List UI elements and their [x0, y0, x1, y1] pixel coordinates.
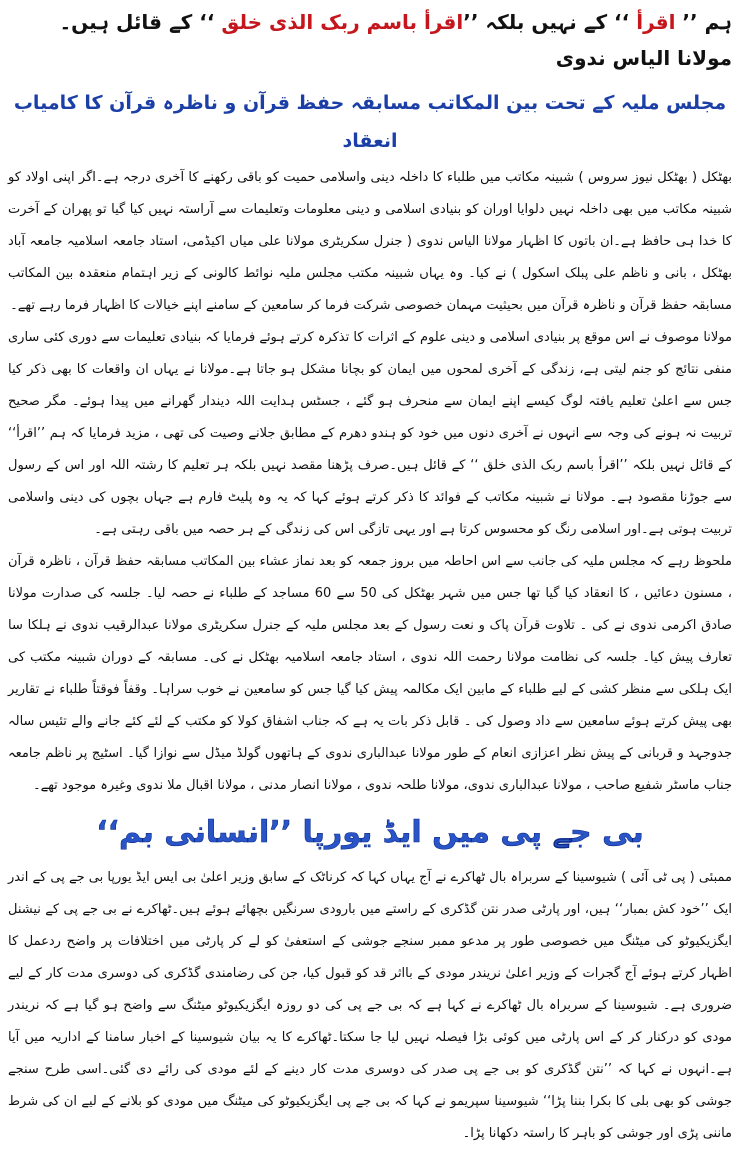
second-article-headline: بی جے پی میں ایڈ یورپا ’’انسانی بم‘‘ [96, 815, 644, 850]
top-quote-headline [8, 4, 732, 76]
headline-text: ہم ’’ [675, 10, 732, 34]
headline-text: ‘‘ کے نہیں بلکہ ’’ [463, 10, 637, 34]
second-article-body [8, 862, 732, 1150]
headline-quote-iqra: اقرأ [636, 10, 676, 34]
article-paragraph: بھٹکل ( بھٹکل نیوز سروس ) شبینہ مکاتب میں طلباء کا داخلہ دینی واسلامی حمیت کو باقی رکھنے کا آخری درجہ ہے۔اگر اپنی اولاد کو شبینہ مکاتب میں بھی داخلہ نہیں دلوایا اوران کو بنیادی اسلامی و دینی معلومات وتعلیمات سے آراستہ نہیں کیا گیا تو پھران کے آخرت کا خدا ہی حافظ ہے۔ان باتوں کا اظہار مولانا الیاس ندوی ( جنرل سکریٹری مولانا علی میاں اکیڈمی، استاد جامعہ اسلامیہ جامعہ آباد بھٹکل ، بانی و ناظم علی پبلک اسکول ) نے کیا۔ وہ یہاں شبینہ مکتب مجلس ملیہ نوائط کالونی کے زیر اہتمام منعقدہ بین المکاتب مسابقہ حفظ قرآن و ناظرہ قرآن میں بحیثیت مہمان خصوصی شرکت فرما کر سامعین کے سامنے اپنے خیالات کا اظہار فرما رہے تھے۔ [8, 170, 732, 313]
article-paragraph: ممبئی ( پی ٹی آئی ) شیوسینا کے سربراہ بال ٹھاکرے نے آج یہاں کہا کہ کرناٹک کے سابق وزیر اعلیٰ بی ایس ایڈ یورپا بی جے پی کے اندر ایک ’’خود کش بمبار‘‘ ہیں، اور پارٹی صدر نتن گڈکری کے راستے میں بارودی سرنگیں بچھائے ہوئے ہیں۔ٹھاکرے نے بی جے پی کے نیشنل ایگزیکیوٹو کی میٹنگ میں خصوصی طور پر مدعو ممبر سنجے جوشی کے استعفیٰ کو لے کر پارٹی میں اختلافات پر واضح ردعمل کا اظہار کرتے ہوئے آج گجرات کے وزیر اعلیٰ نریندر مودی کے بااثر قد کو قبول کیا، جن کی رضامندی گڈکری کی دوسری مدت کار کے لیے ضروری ہے۔ شیوسینا کے سربراہ بال ٹھاکرے نے کہا ہے کہ بی جے پی کی دو روزہ ایگزیکیوٹو میٹنگ سے واضح ہو گیا ہے کہ نریندر مودی کو درکنار کر کے اس پارٹی میں کوئی بڑا فیصلہ نہیں لیا جا سکتا۔ٹھاکرے کا یہ بیان شیوسینا کے اخبار سامنا کے اداریہ میں آیا ہے۔انہوں نے کہا کہ ’’نتن گڈکری کو بی جے پی صدر کی دوسری مدت کار دینے کے لئے مودی کی رائے دی گئی۔اسی طرح سنجے جوشی کو بھی بلی کا بکرا بننا پڑا‘‘ شیوسینا سپریمو نے کہا کہ بی جے پی ایگزیکیوٹو کی میٹنگ میں مودی کو بلانے کے لیے ان کی شرط ماننی پڑی اور جوشی کو باہر کا راستہ دکھانا پڑا۔ [8, 870, 732, 1141]
headline-attribution: ‘‘ کے قائل ہیں۔مولانا الیاس ندوی [59, 10, 732, 70]
article-headline: مجلس ملیہ کے تحت بین المکاتب مسابقہ حفظ قرآن و ناظرہ قرآن کا کامیاب انعقاد [13, 92, 727, 152]
article-body [8, 162, 732, 802]
article-paragraph: ملحوظ رہے کہ مجلس ملیہ کی جانب سے اس احاطہ میں بروز جمعہ کو بعد نماز عشاء بین المکاتب مسابقہ حفظ قرآن ، ناظرہ قرآن ، مسنون دعائیں ، کا انعقاد کیا گیا تھا جس میں شہر بھٹکل کی 50 سے 60 مساجد کے طلباء نے حصہ لیا۔ جلسہ کی صدارت مولانا صادق اکرمی ندوی نے کی ۔ تلاوت قرآن پاک و نعت رسول کے بعد مجلس ملیہ کے جنرل سکریٹری مولانا عبدالرقیب ندوی نے ہلکا سا تعارف پیش کیا۔ جلسہ کی نظامت مولانا رحمت اللہ ندوی ، استاد جامعہ اسلامیہ بھٹکل نے کی۔ مسابقہ کے دوران شبینہ مکتب کی ایک ہلکی سے منظر کشی کے لیے طلباء کے مابین ایک مکالمہ پیش کیا گیا جس کو سامعین نے خوب سراہا۔ وقفاً فوقتاً طلباء نے تقاریر بھی پیش کرتے ہوئے سامعین سے داد وصول کی ۔ قابل ذکر بات یہ ہے کہ جناب اشفاق کولا کو مکتب کے لئے کئے جانے والے تئیس سالہ جدوجہد و قربانی کے پیش نظر اعزازی انعام کے طور مولانا عبدالباری ندوی کے ہاتھوں گولڈ میڈل سے نوازا گیا۔ اسٹیج پر ناظم جامعہ جناب ماسٹر شفیع صاحب ، مولانا عبدالباری ندوی، مولانا طلحہ ندوی ، مولانا انصار مدنی ، مولانا اقبال ملا ندوی وغیرہ موجود تھے۔ [8, 554, 732, 793]
headline-quote-verse: اقرأ باسم ربک الذی خلق [221, 10, 464, 34]
article-paragraph: مولانا موصوف نے اس موقع پر بنیادی اسلامی و دینی علوم کے اثرات کا تذکرہ کرتے ہوئے فرمایا کہ بنیادی تعلیمات سے دوری کئی ساری منفی نتائج کو جنم لیتی ہے، زندگی کے آخری لمحوں میں ایمان کو بچانا مشکل ہو جاتا ہے۔مولانا نے یہاں ان واقعات کا بھی ذکر کیا جس سے اعلیٰ تعلیم یافتہ لوگ کیسے اپنے ایمان سے منحرف ہو گئے ، جسٹس ہدایت اللہ دیندار گھرانے میں پیدا ہوئے۔ مگر صحیح تربیت نہ ہونے کی وجہ سے انہوں نے آخری دنوں میں خود کو ہندو دھرم کے مطابق جلانے وصیت کی تھی ، مزید فرمایا کہ ہم ’’اقرأ‘‘ کے قائل نہیں بلکہ ’’اقرأ باسم ربک الذی خلق ‘‘ کے قائل ہیں۔صرف پڑھنا مقصد نہیں بلکہ ہر تعلیم کا رشتہ اللہ اور اس کے رسول سے جوڑنا مقصود ہے۔ مولانا نے شبینہ مکاتب کے فوائد کا ذکر کرتے ہوئے کہا کہ یہ وہ پلیٹ فارم ہے جہاں بچوں کی دینی واسلامی تربیت ہوتی ہے۔اور اسلامی رنگ کو محسوس کرتا ہے اور یہی تازگی اس کی زندگی کے ہر حصہ میں باقی رہتی ہے۔ [8, 330, 732, 537]
